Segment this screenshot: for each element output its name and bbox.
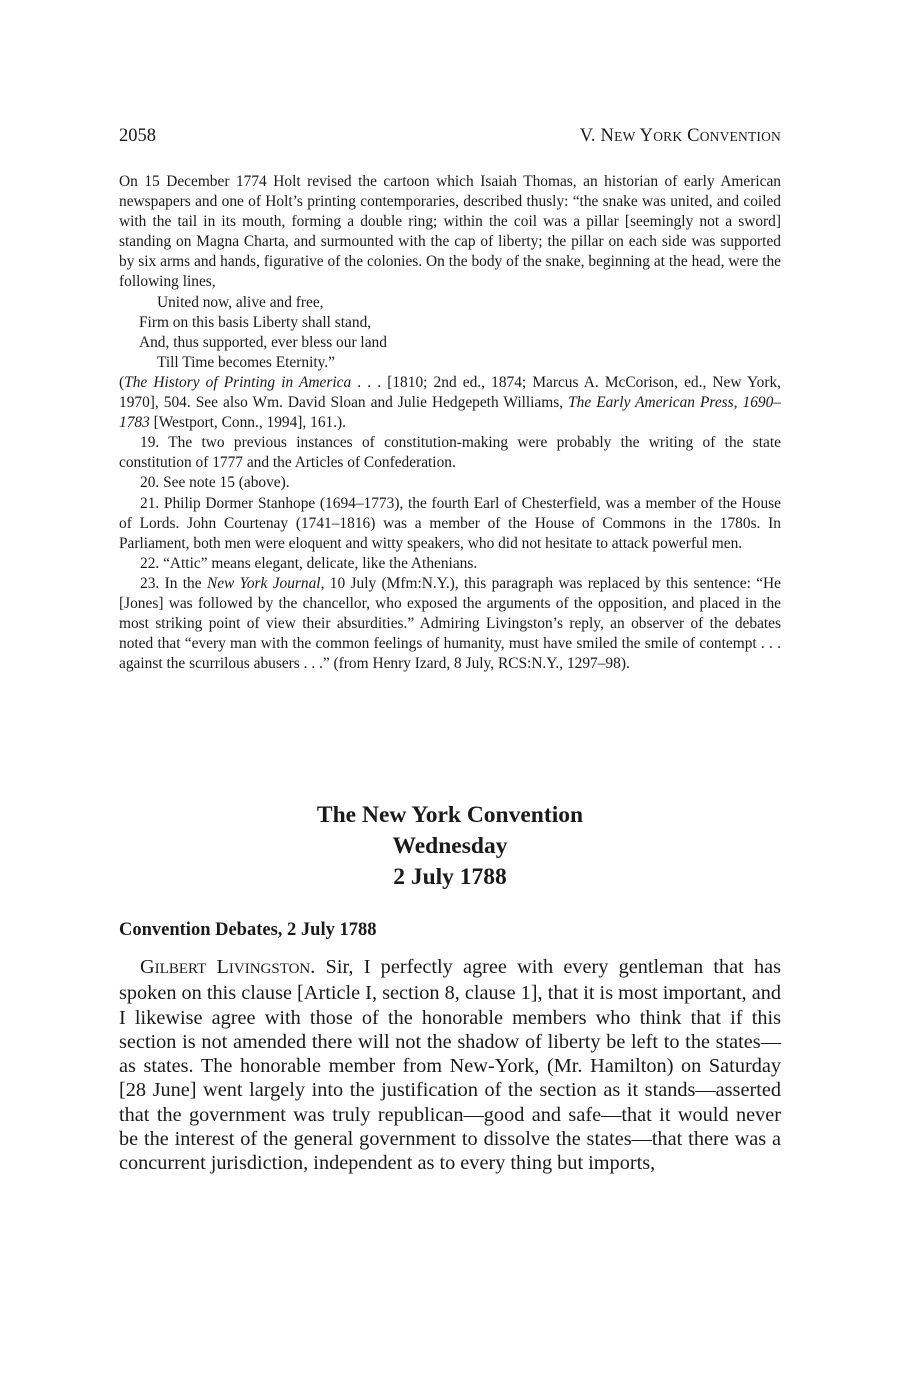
- title-line-2: Wednesday: [392, 833, 508, 859]
- running-head-v: V. N: [579, 126, 615, 146]
- verse-line-1: United now, alive and free,: [157, 293, 324, 311]
- speaker-ivingston: IVINGSTON: [228, 961, 311, 977]
- body-paragraph: [119, 955, 781, 1176]
- verse-line-2: Firm on this basis Liberty shall stand,: [139, 313, 372, 331]
- speaker-ilbert: ILBERT: [154, 961, 207, 977]
- running-head-c: C: [682, 126, 700, 146]
- note-20: 20. See note 15 (above).: [140, 474, 290, 492]
- running-head: [580, 124, 781, 149]
- citation-end: [Westport, Conn., 1994], 161.).: [149, 414, 347, 432]
- page-number: 2058: [119, 126, 156, 146]
- note-22: 22. “Attic” means elegant, delicate, like the Athenians.: [140, 554, 478, 572]
- note-continuation: On 15 December 1774 Holt revised the cartoon which Isaiah Thomas, an historian of early American newspapers and one of Holt’s printing contemporaries, described thusly: “the snake was united, and coiled with the tail in its mouth, forming a double ring; within the coil was a pillar [seemingly not a sword] standing on Magna Charta, and surmounted with the cap of liberty; the pillar on each side was supported by six arms and hands, figurative of the colonies. On the body of the snake, beginning at the head, were the following lines,: [119, 173, 781, 291]
- verse-line-4: Till Time becomes Eternity.”: [157, 353, 335, 371]
- speaker-g: G: [140, 956, 155, 978]
- body-text: [119, 955, 781, 1176]
- running-head-sc2: ORK: [653, 129, 683, 144]
- verse-line-3: And, thus supported, ever bless our land: [139, 333, 387, 351]
- section-title: [119, 800, 781, 893]
- note-23: [119, 574, 781, 674]
- running-head-sc1: EW: [614, 129, 636, 144]
- note-23-paper: New York Journal: [206, 574, 321, 592]
- citation-title-1: The History of Printing in America: [124, 373, 352, 391]
- citation-title-2: The Early American Press, 1690–1783: [119, 394, 781, 432]
- running-header: [119, 124, 781, 148]
- title-line-3: 2 July 1788: [393, 864, 507, 890]
- title-line-1: The New York Convention: [316, 802, 584, 828]
- body-paragraph-text: . Sir, I perfectly agree with every gentleman that has spoken on this clause [Article I, section 8, clause 1], that it is most important, and I likewise agree with those of the honorable members who think that if this section is not amended there will not the shadow of liberty be left to the states—as states. The honorable member from New-York, (Mr. Hamilton) on Saturday [28 June] went largely into the justification of the section as it stands—asserted that the government was truly republican—good and safe—that it would never be the interest of the general government to dissolve the states—that there was a concurrent jurisdiction, independent as to every thing but imports,: [119, 956, 781, 1175]
- note-21: 21. Philip Dormer Stanhope (1694–1773), the fourth Earl of Chesterfield, was a member of the House of Lords. John Courtenay (1741–1816) was a member of the House of Commons in the 1780s. In Parliament, both men were eloquent and witty speakers, who did not hesitate to attack powerful men.: [119, 494, 781, 552]
- note-23-rest: , 10 July (Mfm:N.Y.), this paragraph was replaced by this sentence: “He [Jones] was followed by the chancellor, who exposed the arguments of the opposition, and placed in the most striking point of view their absurdities.” Admiring Livingston’s reply, an observer of the debates noted that “every man with the common feelings of humanity, must have smiled the smile of contempt . . . against the scurrilous abusers . . .” (from Henry Izard, 8 July, RCS:N.Y., 1297–98).: [119, 574, 781, 673]
- document-heading: Convention Debates, 2 July 1788: [119, 920, 377, 940]
- footnotes: [119, 172, 781, 674]
- note-23-start: 23. In the: [140, 574, 207, 592]
- note-19: 19. The two previous instances of constitution-making were probably the writing of the state constitution of 1777 and the Articles of Confederation.: [119, 434, 781, 472]
- citation-mid: . . . [1810; 2nd ed., 1874; Marcus A. McCorison, ed., New York, 1970], 504. See also Wm. David Sloan and Julie Hedgepeth Williams,: [119, 373, 781, 412]
- citation-open: (: [119, 373, 125, 391]
- speaker-l: L: [206, 956, 229, 978]
- running-head-sc3: ONVENTION: [699, 129, 781, 144]
- running-head-y: Y: [635, 126, 654, 146]
- note-citation: [119, 373, 781, 433]
- speaker-name: [140, 956, 310, 978]
